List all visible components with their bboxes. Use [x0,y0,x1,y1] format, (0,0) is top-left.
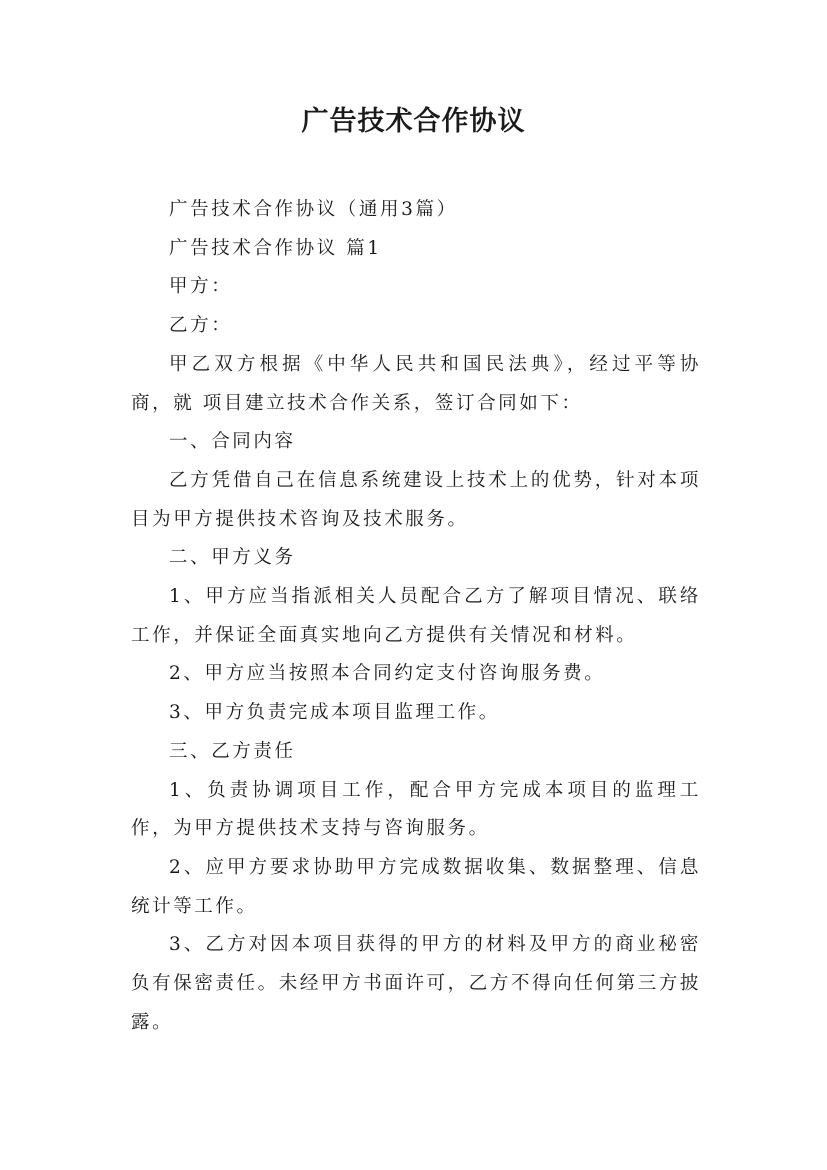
paragraph-party-b-duty-3: 3、乙方对因本项目获得的甲方的材料及甲方的商业秘密负有保密责任。未经甲方书面许可，乙方不得向任何第三方披露。 [131,934,701,1033]
paragraph-party-b-duty-1: 1、负责协调项目工作，配合甲方完成本项目的监理工作，为甲方提供技术支持与咨询服务。 [131,779,701,840]
paragraph-heading-contract-content: 一、合同内容 [169,431,296,453]
paragraph-heading-party-b-duties: 三、乙方责任 [169,740,296,762]
paragraph-subtitle: 广告技术合作协议（通用3篇） [169,199,458,220]
paragraph-section-heading: 广告技术合作协议 篇1 [169,237,382,259]
paragraph-party-a-duty-2: 2、甲方应当按照本合同约定支付咨询服务费。 [169,663,606,685]
paragraph-party-b: 乙方： [169,315,233,337]
paragraph-party-a: 甲方： [169,276,233,298]
paragraph-party-b-duty-2: 2、应甲方要求协助甲方完成数据收集、数据整理、信息统计等工作。 [131,856,701,917]
paragraph-heading-party-a-duties: 二、甲方义务 [169,547,296,569]
paragraph-preamble: 甲乙双方根据《中华人民共和国民法典》，经过平等协商，就 项目建立技术合作关系，签订合同如下： [131,353,701,414]
paragraph-contract-content: 乙方凭借自己在信息系统建设上技术上的优势，针对本项目为甲方提供技术咨询及技术服务。 [131,469,701,530]
paragraph-party-a-duty-1: 1、甲方应当指派相关人员配合乙方了解项目情况、联络工作，并保证全面真实地向乙方提供有关情况和材料。 [131,586,701,646]
paragraph-party-a-duty-3: 3、甲方负责完成本项目监理工作。 [169,702,500,724]
document-body [131,191,701,1042]
document-title: 广告技术合作协议 [301,106,526,137]
